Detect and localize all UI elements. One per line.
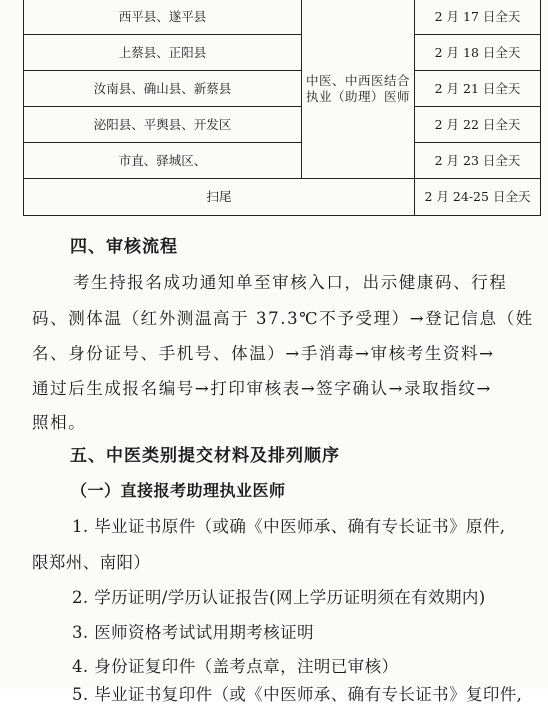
table-row <box>24 71 541 107</box>
exam-schedule-table <box>23 0 541 216</box>
subsection-heading: （一）直接报考助理执业医师 <box>71 481 286 500</box>
region-cell: 泌阳县、平舆县、开发区 <box>24 107 302 143</box>
table-row <box>24 35 541 71</box>
list-item: 5. 毕业证书复印件（或《中医师承、确有专长证书》复印件, <box>72 685 523 704</box>
region-cell: 市直、驿城区、 <box>24 143 302 179</box>
date-cell: 2 月 22 日全天 <box>415 107 541 143</box>
category-line: 执业（助理）医师 <box>305 88 410 104</box>
final-round-label-cell: 扫尾 <box>24 179 415 216</box>
table-row <box>24 143 541 179</box>
paragraph-line: 名、身份证号、手机号、体温）→手消毒→审核考生资料→ <box>32 344 495 363</box>
date-cell: 2 月 18 日全天 <box>415 35 541 71</box>
date-cell: 2 月 17 日全天 <box>415 0 541 35</box>
list-item: 2. 学历证明/学历认证报告(网上学历证明须在有效期内) <box>72 588 486 607</box>
paragraph-line: 考生持报名成功通知单至审核入口，出示健康码、行程 <box>73 273 508 292</box>
list-item: 1. 毕业证书原件（或确《中医师承、确有专长证书》原件, <box>72 517 506 536</box>
section-heading: 五、中医类别提交材料及排列顺序 <box>70 446 340 466</box>
section-heading: 四、审核流程 <box>70 237 178 257</box>
paragraph-line: 通过后生成报名编号→打印审核表→签字确认→录取指纹→ <box>32 379 492 398</box>
table-row <box>24 107 541 143</box>
table-row <box>24 0 541 35</box>
date-cell: 2 月 24-25 日全天 <box>415 179 541 216</box>
list-item: 4. 身份证复印件（盖考点章，注明已审核） <box>72 657 399 676</box>
paragraph-line: 码、测体温（红外测温高于 37.3℃不予受理）→登记信息（姓 <box>32 309 534 328</box>
date-cell: 2 月 21 日全天 <box>415 71 541 107</box>
region-cell: 西平县、遂平县 <box>24 0 302 35</box>
region-cell: 上蔡县、正阳县 <box>24 35 302 71</box>
category-line: 中医、中西医结合 <box>305 72 410 88</box>
table-row <box>24 179 541 216</box>
list-item: 限郑州、南阳） <box>32 553 151 572</box>
list-item: 3. 医师资格考试试用期考核证明 <box>72 623 314 642</box>
date-cell: 2 月 23 日全天 <box>415 143 541 179</box>
region-cell: 汝南县、确山县、新蔡县 <box>24 71 302 107</box>
exam-category-cell <box>302 0 415 179</box>
paragraph-line: 照相。 <box>32 413 87 432</box>
